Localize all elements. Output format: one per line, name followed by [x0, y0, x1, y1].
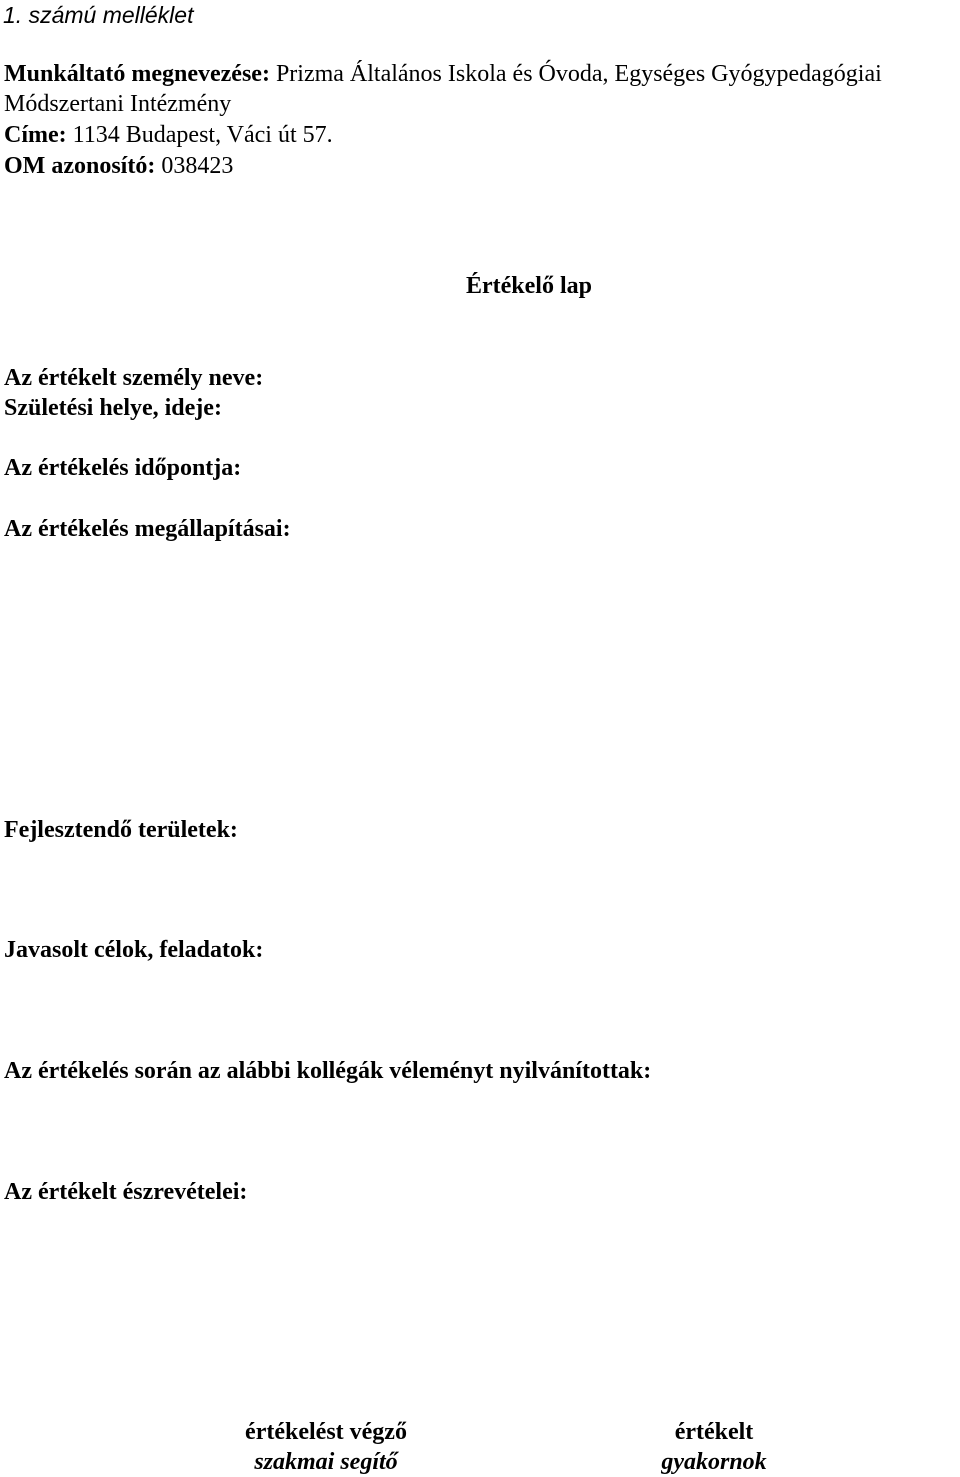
signature-evaluated-role: gyakornok: [661, 1449, 767, 1475]
signature-evaluated-title: értékelt: [674, 1419, 754, 1445]
field-colleagues: Az értékelés során az alábbi kollégák véleményt nyilvánítottak:: [4, 1058, 652, 1084]
employer-om-line: [4, 151, 233, 181]
annex-label: 1. számú melléklet: [3, 2, 194, 28]
employer-om-value: 038423: [161, 153, 234, 179]
form-title: Értékelő lap: [466, 273, 592, 299]
employer-address-label: Címe:: [4, 122, 67, 148]
employer-name-value: Prizma Általános Iskola és Óvoda, Egységes Gyógypedagógiai: [275, 61, 882, 87]
employer-name-label: Munkáltató megnevezése:: [4, 61, 270, 87]
signature-evaluator: [206, 1417, 446, 1477]
employer-address-line: [4, 120, 333, 150]
field-person-name: Az értékelt személy neve:: [4, 365, 264, 391]
signature-evaluated: [634, 1417, 794, 1477]
employer-name-line: [4, 59, 882, 89]
field-birth-place-date: Születési helye, ideje:: [4, 395, 222, 421]
signature-evaluator-title: értékelést végző: [245, 1419, 407, 1445]
employer-name-continuation: Módszertani Intézmény: [4, 91, 232, 117]
field-development-areas: Fejlesztendő területek:: [4, 817, 238, 843]
employer-om-label: OM azonosító:: [4, 153, 156, 179]
signature-evaluator-role: szakmai segítő: [254, 1449, 398, 1475]
employer-address-value: 1134 Budapest, Váci út 57.: [72, 122, 333, 148]
field-remarks: Az értékelt észrevételei:: [4, 1179, 248, 1205]
field-evaluation-date: Az értékelés időpontja:: [4, 455, 242, 481]
field-proposed-goals: Javasolt célok, feladatok:: [4, 937, 264, 963]
field-findings: Az értékelés megállapításai:: [4, 516, 291, 542]
